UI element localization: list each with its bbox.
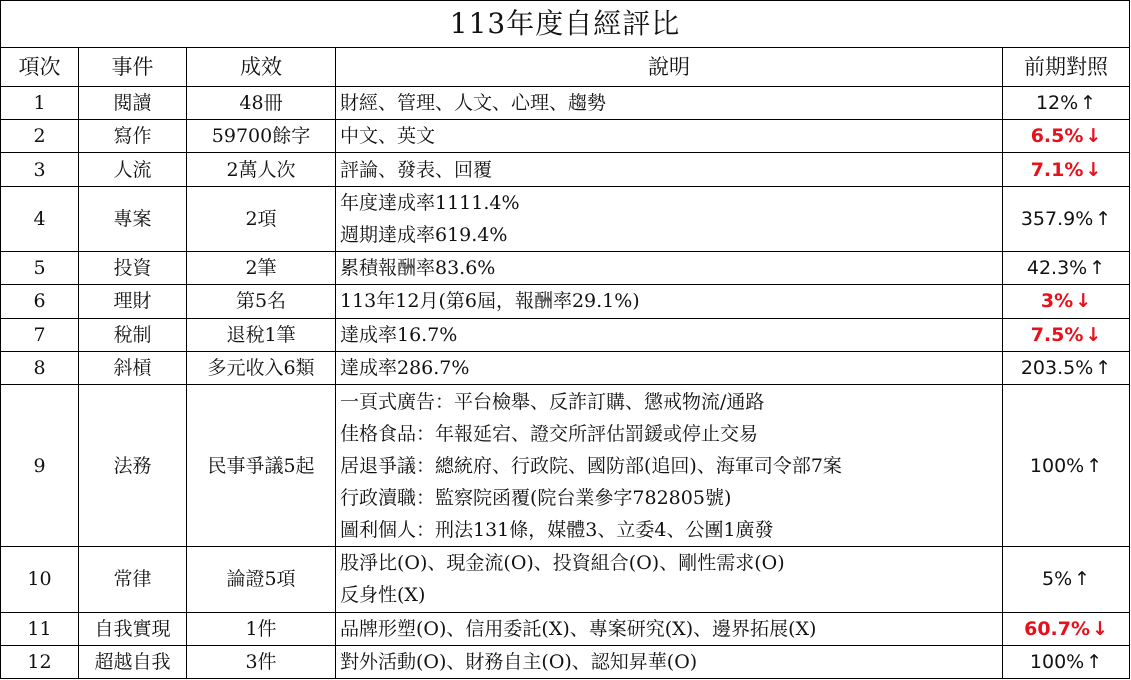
description-line: 達成率286.7% <box>340 356 470 379</box>
table-row <box>1 547 1130 612</box>
description-line: 達成率16.7% <box>340 323 458 346</box>
event-cell: 法務 <box>79 384 187 546</box>
description-cell <box>336 153 1003 186</box>
compare-cell <box>1003 612 1130 645</box>
arrow-up-icon: ↑ <box>1086 454 1103 477</box>
description-cell <box>336 87 1003 120</box>
compare-value: 203.5% <box>1020 356 1094 379</box>
item-number-cell: 4 <box>1 186 79 251</box>
item-number-cell: 7 <box>1 318 79 351</box>
sheet-title: 113年度自經評比 <box>1 1 1130 48</box>
result-cell: 論證5項 <box>187 547 336 612</box>
result-cell: 1件 <box>187 612 336 645</box>
table-row <box>1 186 1130 251</box>
compare-value: 100% <box>1029 454 1085 477</box>
description-line: 圖利個人：刑法131條，媒體3、立委4、公團1廣發 <box>340 518 774 541</box>
compare-cell <box>1003 153 1130 186</box>
description-line: 行政瀆職：監察院函覆(院台業參字782805號) <box>340 486 732 509</box>
arrow-down-icon: ↓ <box>1085 323 1102 346</box>
description-line: 居退爭議：總統府、行政院、國防部(追回)、海軍司令部7案 <box>340 454 842 477</box>
description-line: 中文、英文 <box>340 125 436 148</box>
result-cell: 2萬人次 <box>187 153 336 186</box>
compare-cell <box>1003 186 1130 251</box>
event-cell: 自我實現 <box>79 612 187 645</box>
result-cell: 59700餘字 <box>187 120 336 153</box>
event-cell: 閱讀 <box>79 87 187 120</box>
compare-value: 60.7% <box>1024 617 1091 640</box>
description-line: 對外活動(O)、財務自主(O)、認知昇華(O) <box>340 650 698 673</box>
header-compare: 前期對照 <box>1003 48 1130 87</box>
arrow-down-icon: ↓ <box>1075 290 1092 313</box>
item-number-cell: 10 <box>1 547 79 612</box>
compare-cell <box>1003 547 1130 612</box>
result-cell: 2項 <box>187 186 336 251</box>
description-line: 113年12月(第6屆，報酬率29.1%) <box>340 290 640 313</box>
result-cell: 第5名 <box>187 285 336 318</box>
table-row <box>1 153 1130 186</box>
compare-cell <box>1003 318 1130 351</box>
table-row <box>1 612 1130 645</box>
description-cell <box>336 645 1003 678</box>
compare-value: 3% <box>1040 290 1074 313</box>
compare-value: 357.9% <box>1020 207 1094 230</box>
event-cell: 常律 <box>79 547 187 612</box>
compare-value: 42.3% <box>1026 257 1088 280</box>
compare-value: 12% <box>1035 92 1079 115</box>
compare-cell <box>1003 645 1130 678</box>
event-cell: 斜槓 <box>79 351 187 384</box>
compare-cell <box>1003 87 1130 120</box>
compare-cell <box>1003 351 1130 384</box>
description-line: 一頁式廣告：平台檢舉、反詐訂購、懲戒物流/通路 <box>340 390 765 413</box>
arrow-up-icon: ↑ <box>1095 207 1112 230</box>
compare-cell <box>1003 252 1130 285</box>
table-row <box>1 285 1130 318</box>
item-number-cell: 3 <box>1 153 79 186</box>
description-cell <box>336 252 1003 285</box>
table-body <box>1 87 1130 679</box>
header-result: 成效 <box>187 48 336 87</box>
compare-cell <box>1003 384 1130 546</box>
description-cell <box>336 612 1003 645</box>
compare-cell <box>1003 285 1130 318</box>
result-cell: 民事爭議5起 <box>187 384 336 546</box>
table-row <box>1 645 1130 678</box>
item-number-cell: 8 <box>1 351 79 384</box>
item-number-cell: 6 <box>1 285 79 318</box>
event-cell: 稅制 <box>79 318 187 351</box>
table-row <box>1 318 1130 351</box>
description-line: 反身性(X) <box>340 584 426 607</box>
arrow-down-icon: ↓ <box>1085 125 1102 148</box>
event-cell: 寫作 <box>79 120 187 153</box>
result-cell: 48冊 <box>187 87 336 120</box>
description-cell <box>336 120 1003 153</box>
arrow-up-icon: ↑ <box>1089 257 1106 280</box>
description-cell <box>336 318 1003 351</box>
description-line: 週期達成率619.4% <box>340 223 508 246</box>
arrow-down-icon: ↓ <box>1092 617 1108 640</box>
item-number-cell: 11 <box>1 612 79 645</box>
description-cell <box>336 285 1003 318</box>
arrow-up-icon: ↑ <box>1086 650 1103 673</box>
result-cell: 退稅1筆 <box>187 318 336 351</box>
description-cell <box>336 186 1003 251</box>
description-line: 累積報酬率83.6% <box>340 257 496 280</box>
description-cell <box>336 351 1003 384</box>
item-number-cell: 9 <box>1 384 79 546</box>
event-cell: 超越自我 <box>79 645 187 678</box>
result-cell: 3件 <box>187 645 336 678</box>
result-cell: 2筆 <box>187 252 336 285</box>
compare-value: 6.5% <box>1030 125 1084 148</box>
event-cell: 理財 <box>79 285 187 318</box>
item-number-cell: 12 <box>1 645 79 678</box>
arrow-up-icon: ↑ <box>1074 568 1091 591</box>
table-row <box>1 351 1130 384</box>
compare-value: 5% <box>1041 568 1073 591</box>
description-line: 年度達成率1111.4% <box>340 191 520 214</box>
description-line: 評論、發表、回覆 <box>340 158 493 181</box>
compare-cell <box>1003 120 1130 153</box>
item-number-cell: 5 <box>1 252 79 285</box>
compare-value: 7.1% <box>1030 158 1084 181</box>
table-row <box>1 384 1130 546</box>
compare-value: 7.5% <box>1030 323 1084 346</box>
table-row <box>1 120 1130 153</box>
header-description: 說明 <box>336 48 1003 87</box>
arrow-down-icon: ↓ <box>1085 158 1102 181</box>
description-line: 財經、管理、人文、心理、趨勢 <box>340 92 607 115</box>
event-cell: 人流 <box>79 153 187 186</box>
compare-value: 100% <box>1029 650 1085 673</box>
description-cell <box>336 384 1003 546</box>
event-cell: 專案 <box>79 186 187 251</box>
item-number-cell: 2 <box>1 120 79 153</box>
header-event: 事件 <box>79 48 187 87</box>
description-line: 品牌形塑(O)、信用委託(X)、專案研究(X)、邊界拓展(X) <box>340 617 817 640</box>
arrow-up-icon: ↑ <box>1095 356 1112 379</box>
header-item: 項次 <box>1 48 79 87</box>
description-line: 佳格食品：年報延宕、證交所評估罰鍰或停止交易 <box>340 422 759 445</box>
table-row <box>1 252 1130 285</box>
item-number-cell: 1 <box>1 87 79 120</box>
event-cell: 投資 <box>79 252 187 285</box>
arrow-up-icon: ↑ <box>1080 92 1097 115</box>
description-cell <box>336 547 1003 612</box>
description-line: 股淨比(O)、現金流(O)、投資組合(O)、剛性需求(O) <box>340 552 785 575</box>
table-row <box>1 87 1130 120</box>
result-cell: 多元收入6類 <box>187 351 336 384</box>
